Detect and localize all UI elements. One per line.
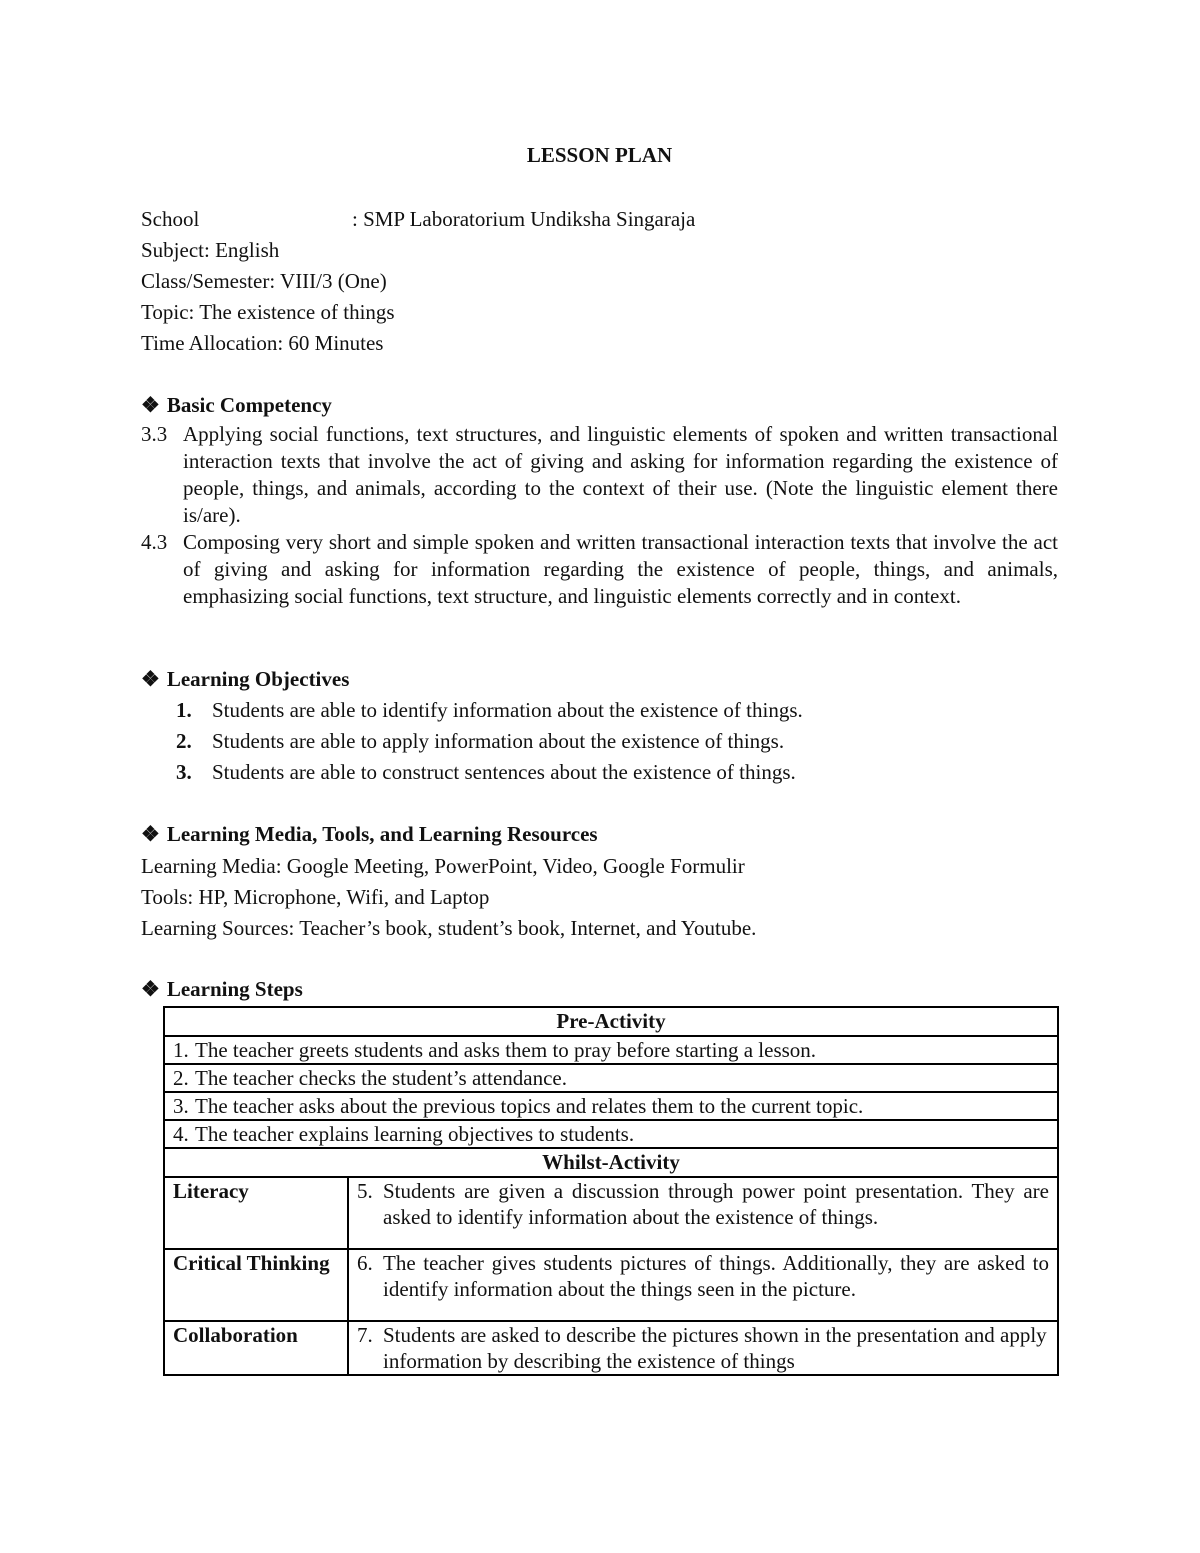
tools-line: Tools: HP, Microphone, Wifi, and Laptop [141, 885, 490, 909]
objectives-list [176, 695, 1056, 788]
table-row [164, 1177, 1058, 1249]
resources-block [141, 851, 1058, 944]
school-label: School [141, 207, 200, 231]
subject-line: Subject: English [141, 238, 280, 262]
objective-item [176, 726, 1056, 757]
objective-text: Students are able to construct sentences about the existence of things. [212, 760, 796, 784]
pre-activity-item [164, 1064, 1058, 1092]
step-number: 5. [357, 1179, 373, 1203]
objective-number: 3. [176, 760, 192, 784]
activity-category: Critical Thinking [164, 1249, 348, 1321]
step-text: The teacher gives students pictures of things. Additionally, they are asked to identify information about the things seen in the picture. [383, 1251, 1049, 1301]
table-row [164, 1120, 1058, 1148]
table-row [164, 1249, 1058, 1321]
step-number: 4. [173, 1122, 189, 1146]
learning-media-line: Learning Media: Google Meeting, PowerPoint, Video, Google Formulir [141, 854, 745, 878]
step-text: The teacher checks the student’s attendance. [195, 1066, 567, 1090]
table-row [164, 1064, 1058, 1092]
table-row [164, 1036, 1058, 1064]
step-text: The teacher asks about the previous topics and relates them to the current topic. [195, 1094, 864, 1118]
objective-item [176, 757, 1056, 788]
diamond-bullet-icon: ❖ [141, 822, 160, 846]
step-number: 7. [357, 1323, 373, 1347]
table-row [164, 1092, 1058, 1120]
section-basic-competency [141, 390, 332, 420]
competency-item [141, 529, 1058, 610]
school-line [141, 204, 1058, 235]
learning-steps-table [163, 1006, 1059, 1376]
activity-description [348, 1321, 1058, 1375]
pre-activity-item [164, 1120, 1058, 1148]
step-number: 3. [173, 1094, 189, 1118]
class-semester-line: Class/Semester: VIII/3 (One) [141, 269, 387, 293]
section-heading: Learning Media, Tools, and Learning Resources [166, 822, 598, 846]
pre-activity-item [164, 1036, 1058, 1064]
section-heading: Learning Objectives [166, 667, 350, 691]
competency-number: 4.3 [141, 530, 168, 554]
learning-sources-line: Learning Sources: Teacher’s book, student’s book, Internet, and Youtube. [141, 916, 757, 940]
competency-text: Composing very short and simple spoken and written transactional interaction texts that involve the act of giving and asking for information regarding the existence of people, things, and animals, emphasizing social functions, text structure, and linguistic elements correctly and in context. [183, 530, 1058, 608]
objective-number: 2. [176, 729, 192, 753]
activity-description [348, 1249, 1058, 1321]
objective-number: 1. [176, 698, 192, 722]
diamond-bullet-icon: ❖ [141, 977, 160, 1001]
diamond-bullet-icon: ❖ [141, 667, 160, 691]
competency-list [141, 421, 1058, 610]
activity-category: Collaboration [164, 1321, 348, 1375]
step-number: 1. [173, 1038, 189, 1062]
activity-description [348, 1177, 1058, 1249]
section-heading: Basic Competency [166, 393, 332, 417]
section-learning-objectives [141, 664, 349, 694]
school-value: : SMP Laboratorium Undiksha Singaraja [352, 207, 696, 231]
competency-item [141, 421, 1058, 529]
step-text: The teacher explains learning objectives to students. [195, 1122, 635, 1146]
lesson-info [141, 204, 1058, 359]
step-text: The teacher greets students and asks them to pray before starting a lesson. [195, 1038, 817, 1062]
objective-text: Students are able to apply information about the existence of things. [212, 729, 785, 753]
section-heading: Learning Steps [166, 977, 303, 1001]
step-text: Students are given a discussion through power point presentation. They are asked to identify information about the existence of things. [383, 1179, 1049, 1229]
objective-text: Students are able to identify information about the existence of things. [212, 698, 803, 722]
competency-number: 3.3 [141, 422, 168, 446]
pre-activity-header: Pre-Activity [164, 1007, 1058, 1036]
activity-category: Literacy [164, 1177, 348, 1249]
step-text: Students are asked to describe the pictures shown in the presentation and apply information by describing the existence of things [383, 1323, 1047, 1373]
time-allocation-line: Time Allocation: 60 Minutes [141, 331, 384, 355]
section-learning-media [141, 819, 598, 849]
topic-line: Topic: The existence of things [141, 300, 395, 324]
table-row [164, 1007, 1058, 1036]
diamond-bullet-icon: ❖ [141, 393, 160, 417]
step-number: 6. [357, 1251, 373, 1275]
objective-item [176, 695, 1056, 726]
whilst-activity-header: Whilst-Activity [164, 1148, 1058, 1177]
table-row [164, 1321, 1058, 1375]
page-title: LESSON PLAN [526, 143, 673, 167]
section-learning-steps [141, 974, 303, 1004]
step-number: 2. [173, 1066, 189, 1090]
competency-text: Applying social functions, text structures, and linguistic elements of spoken and written transactional interaction texts that involve the act of giving and asking for information regarding the existence of people, things, and animals, according to the context of their use. (Note the linguistic element there is/are). [183, 422, 1058, 527]
pre-activity-item [164, 1092, 1058, 1120]
table-row [164, 1148, 1058, 1177]
